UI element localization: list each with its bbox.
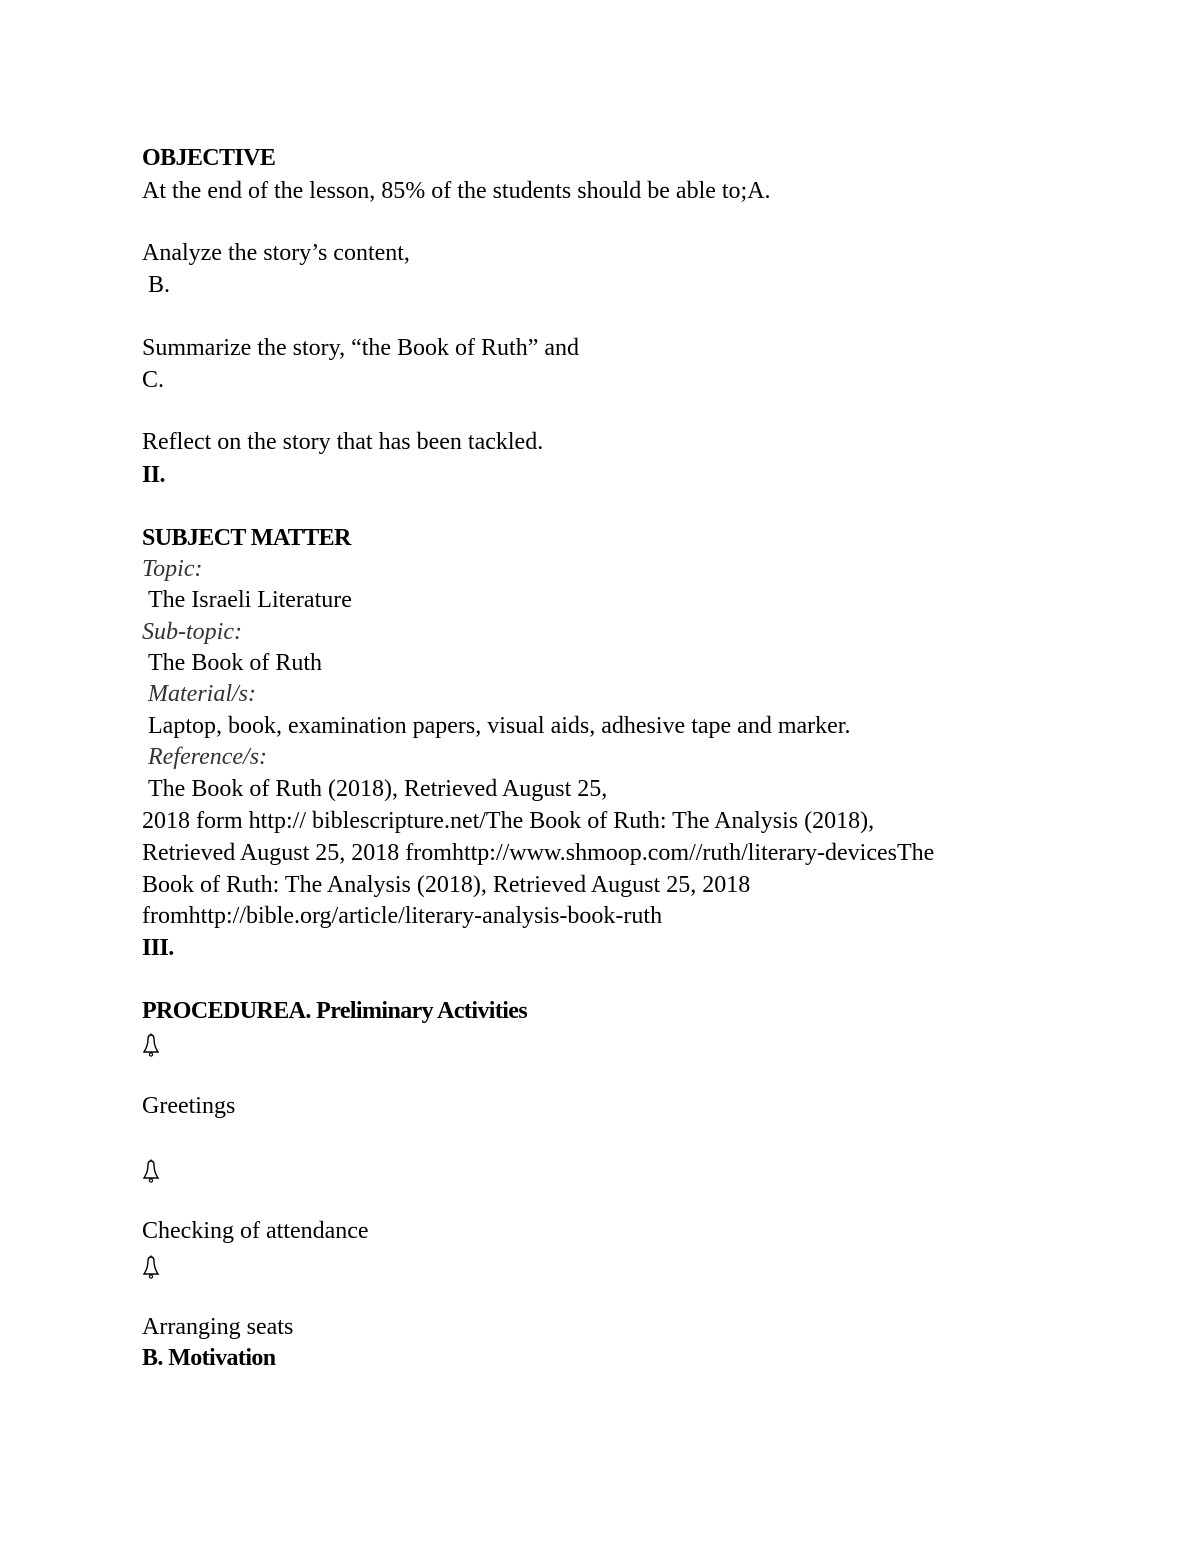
subject-matter-heading: SUBJECT MATTER — [142, 525, 351, 551]
bell-icon — [141, 1033, 161, 1057]
objective-label-c: C. — [142, 367, 165, 393]
references-label: Reference/s: — [148, 744, 268, 770]
procedure-item-seats: Arranging seats — [142, 1314, 294, 1340]
objective-label-b: B. — [142, 272, 171, 298]
reference-line: 2018 form http:// biblescripture.net/The Book of Ruth: The Analysis (2018), — [142, 808, 875, 834]
reference-line: Retrieved August 25, 2018 fromhttp://www.shmoop.com//ruth/literary-devicesThe — [142, 840, 935, 866]
materials-label: Material/s: — [148, 681, 256, 707]
procedure-item-greetings: Greetings — [142, 1093, 236, 1119]
objective-intro: At the end of the lesson, 85% of the students should be able to;A. — [142, 178, 771, 204]
objective-item-b: Summarize the story, “the Book of Ruth” and — [142, 335, 580, 361]
bell-icon — [141, 1159, 161, 1183]
objective-item-a: Analyze the story’s content, — [142, 240, 410, 266]
reference-line: Book of Ruth: The Analysis (2018), Retrieved August 25, 2018 — [142, 872, 751, 898]
subtopic-value: The Book of Ruth — [148, 650, 322, 676]
bell-icon — [141, 1255, 161, 1279]
motivation-heading: B. Motivation — [142, 1345, 276, 1371]
procedure-heading: PROCEDUREA. Preliminary Activities — [142, 998, 528, 1024]
section-three-numeral: III. — [142, 935, 174, 961]
objective-heading: OBJECTIVE — [142, 145, 276, 171]
topic-label: Topic: — [142, 556, 203, 582]
reference-line: The Book of Ruth (2018), Retrieved August 25, — [148, 776, 608, 802]
materials-value: Laptop, book, examination papers, visual aids, adhesive tape and marker. — [148, 713, 851, 739]
procedure-item-attendance: Checking of attendance — [142, 1218, 369, 1244]
section-two-numeral: II. — [142, 462, 165, 488]
reference-line: fromhttp://bible.org/article/literary-analysis-book-ruth — [142, 903, 663, 929]
objective-item-c: Reflect on the story that has been tackled. — [142, 429, 544, 455]
topic-value: The Israeli Literature — [148, 587, 352, 613]
subtopic-label: Sub-topic: — [142, 619, 242, 645]
